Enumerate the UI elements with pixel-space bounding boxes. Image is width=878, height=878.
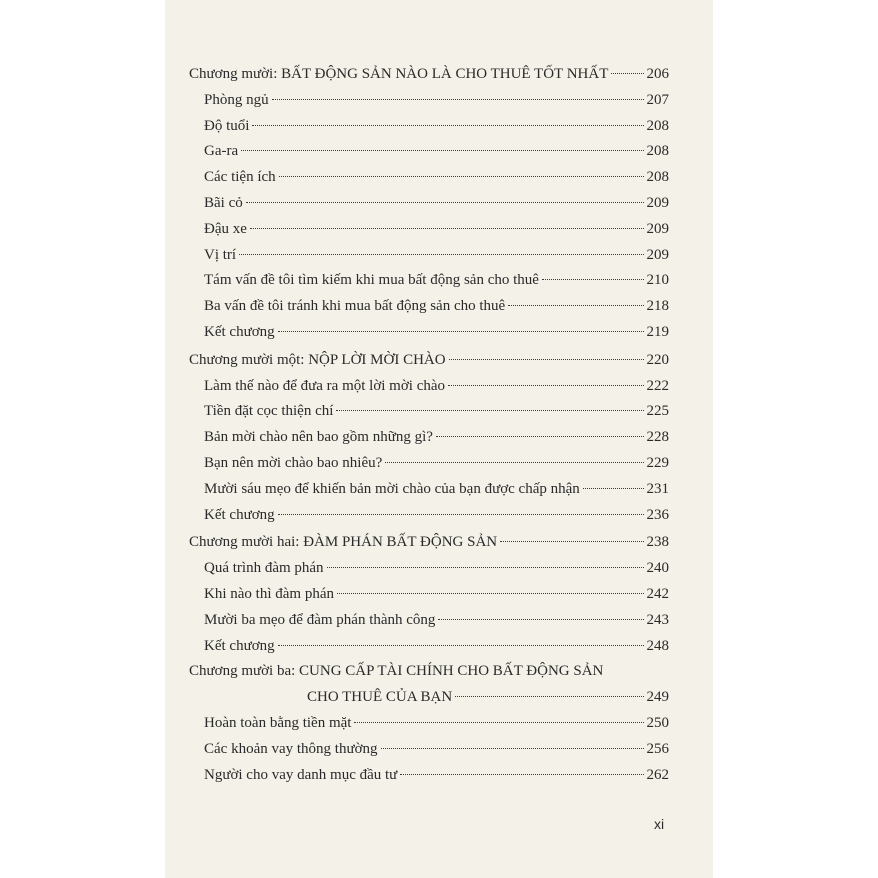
toc-page-number: 242: [646, 585, 669, 602]
leader-dots: [385, 462, 643, 463]
leader-dots: [542, 279, 644, 280]
toc-section-label: Kết chương: [204, 506, 275, 523]
toc-chapter-label: Chương mười hai: ĐÀM PHÁN BẤT ĐỘNG SẢN: [189, 534, 498, 551]
toc-page-number: 238: [646, 534, 669, 551]
toc-page-number: 220: [646, 351, 669, 368]
leader-dots: [336, 410, 643, 411]
toc-page-number: 248: [646, 637, 669, 654]
toc-section-entry: [189, 217, 669, 243]
toc-section-entry: [189, 88, 669, 114]
leader-dots: [279, 176, 644, 177]
toc-page-number: 207: [646, 91, 669, 108]
toc-page-number: 236: [646, 506, 669, 523]
leader-dots: [327, 567, 644, 568]
toc-page-number: 210: [646, 272, 669, 289]
toc-chapter-entry: [189, 348, 669, 374]
toc-page-number: 208: [646, 169, 669, 186]
leader-dots: [246, 202, 644, 203]
leader-dots: [611, 73, 643, 74]
toc-page-number: 262: [646, 766, 669, 783]
toc-section-entry: [189, 139, 669, 165]
toc-page-number: 256: [646, 740, 669, 757]
leader-dots: [272, 99, 644, 100]
toc-section-entry: [189, 582, 669, 608]
toc-page-number: 208: [646, 143, 669, 160]
leader-dots: [239, 254, 643, 255]
leader-dots: [354, 722, 643, 723]
toc-section-entry: [189, 451, 669, 477]
leader-dots: [241, 150, 643, 151]
toc-page-number: 222: [646, 377, 669, 394]
toc-page-number: 219: [646, 323, 669, 340]
toc-page-number: 209: [646, 220, 669, 237]
toc-section-label: Vị trí: [204, 246, 237, 263]
toc-section-label: Ba vấn đề tôi tránh khi mua bất động sản cho thuê: [204, 298, 506, 315]
leader-dots: [278, 514, 644, 515]
table-of-contents: [189, 62, 669, 788]
leader-dots: [455, 696, 643, 697]
leader-dots: [583, 488, 644, 489]
toc-chapter-label: Chương mười ba: CUNG CẤP TÀI CHÍNH CHO BẤT ĐỘNG SẢN: [189, 663, 604, 680]
toc-section-entry: [189, 737, 669, 763]
leader-dots: [449, 359, 644, 360]
toc-section-label: Phòng ngủ: [204, 91, 269, 108]
toc-section-label: Ga-ra: [204, 143, 239, 160]
toc-section-label: Mười ba mẹo để đàm phán thành công: [204, 611, 436, 628]
leader-dots: [438, 619, 643, 620]
toc-chapter-label: Chương mười: BẤT ĐỘNG SẢN NÀO LÀ CHO THUÊ TỐT NHẤT: [189, 66, 609, 82]
toc-section-label: Các tiện ích: [204, 169, 276, 186]
toc-page-number: 218: [646, 298, 669, 315]
toc-page-number: 231: [646, 480, 669, 497]
toc-section-label: Tám vấn đề tôi tìm kiếm khi mua bất động sản cho thuê: [204, 272, 539, 289]
toc-page-number: 229: [646, 454, 669, 471]
toc-section-entry: [189, 320, 669, 346]
toc-section-entry: [189, 634, 669, 660]
leader-dots: [278, 331, 644, 332]
toc-page-number: 206: [646, 66, 669, 82]
leader-dots: [250, 228, 644, 229]
toc-page-number: 249: [646, 689, 669, 706]
toc-section-entry: [189, 294, 669, 320]
toc-section-label: Kết chương: [204, 323, 275, 340]
toc-section-entry: [189, 243, 669, 269]
leader-dots: [508, 305, 643, 306]
toc-page-number: 250: [646, 714, 669, 731]
toc-chapter-title-line1: [189, 659, 669, 685]
toc-section-entry: [189, 711, 669, 737]
toc-section-label: Độ tuổi: [204, 117, 250, 134]
toc-page-number: 208: [646, 117, 669, 134]
toc-section-label: Mười sáu mẹo để khiến bản mời chào của bạn được chấp nhận: [204, 480, 580, 497]
toc-section-label: Bạn nên mời chào bao nhiêu?: [204, 454, 383, 471]
toc-section-label: Hoàn toàn bằng tiền mặt: [204, 714, 352, 731]
leader-dots: [278, 645, 644, 646]
toc-section-entry: [189, 191, 669, 217]
leader-dots: [252, 125, 643, 126]
page-number: xi: [654, 816, 665, 832]
toc-page-number: 209: [646, 194, 669, 211]
toc-section-entry: [189, 763, 669, 789]
toc-section-entry: [189, 425, 669, 451]
toc-section-label: Quá trình đàm phán: [204, 560, 324, 577]
leader-dots: [381, 748, 644, 749]
toc-section-entry: [189, 374, 669, 400]
toc-section-entry: [189, 503, 669, 529]
leader-dots: [400, 774, 643, 775]
toc-page-number: 209: [646, 246, 669, 263]
toc-section-label: Khi nào thì đàm phán: [204, 585, 334, 602]
toc-section-label: Bản mời chào nên bao gồm những gì?: [204, 429, 433, 446]
toc-section-entry: [189, 114, 669, 140]
toc-page-number: 228: [646, 429, 669, 446]
toc-section-entry: [189, 556, 669, 582]
toc-page-number: 240: [646, 560, 669, 577]
leader-dots: [337, 593, 644, 594]
toc-section-entry: [189, 268, 669, 294]
toc-section-entry: [189, 477, 669, 503]
toc-page-number: 225: [646, 403, 669, 420]
toc-page-number: 243: [646, 611, 669, 628]
toc-section-label: Tiền đặt cọc thiện chí: [204, 403, 334, 420]
toc-section-label: Kết chương: [204, 637, 275, 654]
toc-section-label: Người cho vay danh mục đầu tư: [204, 766, 398, 783]
toc-chapter-entry: [189, 685, 669, 711]
toc-section-entry: [189, 608, 669, 634]
toc-chapter-label: Chương mười một: NỘP LỜI MỜI CHÀO: [189, 351, 446, 368]
leader-dots: [436, 436, 644, 437]
toc-chapter-entry: [189, 62, 669, 88]
leader-dots: [500, 541, 643, 542]
toc-section-label: Bãi cỏ: [204, 194, 243, 211]
toc-section-entry: [189, 165, 669, 191]
toc-section-label: Các khoản vay thông thường: [204, 740, 378, 757]
toc-section-label: Làm thế nào để đưa ra một lời mời chào: [204, 377, 446, 394]
toc-section-entry: [189, 399, 669, 425]
leader-dots: [448, 385, 643, 386]
toc-section-label: Đậu xe: [204, 220, 247, 237]
toc-chapter-label-line2: CHO THUÊ CỦA BẠN: [307, 689, 453, 706]
toc-chapter-entry: [189, 530, 669, 556]
